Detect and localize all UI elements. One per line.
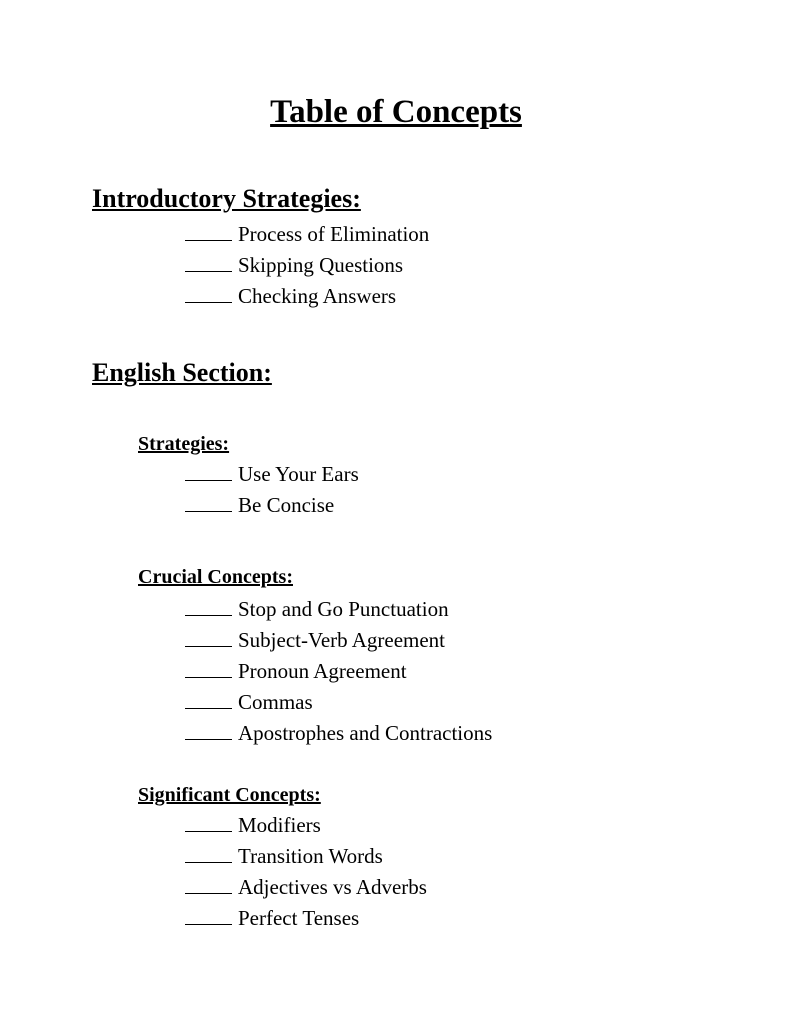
- checklist-item: [185, 718, 492, 749]
- checklist-item: [185, 250, 429, 281]
- checklist-item: [185, 841, 427, 872]
- checklist-item: [185, 625, 492, 656]
- checkbox-blank-line[interactable]: [185, 627, 232, 647]
- crucial-concepts-list: [185, 594, 492, 749]
- page-title: Table of Concepts: [270, 94, 522, 130]
- checklist-item-label: Perfect Tenses: [238, 906, 360, 930]
- subheading-significant-concepts: Significant Concepts:: [138, 784, 321, 806]
- checklist-item-label: Adjectives vs Adverbs: [238, 875, 427, 899]
- checklist-item-label: Use Your Ears: [238, 462, 359, 486]
- checklist-item-label: Skipping Questions: [238, 253, 404, 277]
- section-heading-introductory: Introductory Strategies:: [92, 184, 361, 213]
- checklist-item: [185, 219, 429, 250]
- checklist-item-label: Modifiers: [238, 813, 321, 837]
- subheading-strategies: Strategies:: [138, 433, 230, 455]
- checklist-item: [185, 872, 427, 903]
- checklist-item-label: Checking Answers: [238, 284, 397, 308]
- checkbox-blank-line[interactable]: [185, 461, 232, 481]
- checklist-item: [185, 903, 427, 934]
- checkbox-blank-line[interactable]: [185, 874, 232, 894]
- checklist-item: [185, 490, 359, 521]
- checklist-item-label: Be Concise: [238, 493, 335, 517]
- checkbox-blank-line[interactable]: [185, 492, 232, 512]
- checkbox-blank-line[interactable]: [185, 905, 232, 925]
- section-heading-english: English Section:: [92, 358, 272, 387]
- checklist-item: [185, 281, 429, 312]
- checkbox-blank-line[interactable]: [185, 720, 232, 740]
- checklist-item: [185, 656, 492, 687]
- checklist-item: [185, 687, 492, 718]
- strategies-list: [185, 459, 359, 521]
- checkbox-blank-line[interactable]: [185, 252, 232, 272]
- checklist-item-label: Pronoun Agreement: [238, 659, 407, 683]
- checkbox-blank-line[interactable]: [185, 812, 232, 832]
- checkbox-blank-line[interactable]: [185, 658, 232, 678]
- checklist-item-label: Subject-Verb Agreement: [238, 628, 446, 652]
- checkbox-blank-line[interactable]: [185, 689, 232, 709]
- checklist-item: [185, 810, 427, 841]
- checkbox-blank-line[interactable]: [185, 596, 232, 616]
- checklist-item-label: Apostrophes and Contractions: [238, 721, 493, 745]
- checkbox-blank-line[interactable]: [185, 843, 232, 863]
- checklist-item-label: Process of Elimination: [238, 222, 430, 246]
- checklist-item-label: Stop and Go Punctuation: [238, 597, 449, 621]
- introductory-list: [185, 219, 429, 312]
- checkbox-blank-line[interactable]: [185, 283, 232, 303]
- subheading-crucial-concepts: Crucial Concepts:: [138, 566, 293, 588]
- checklist-item-label: Transition Words: [238, 844, 383, 868]
- significant-concepts-list: [185, 810, 427, 934]
- checkbox-blank-line[interactable]: [185, 221, 232, 241]
- checklist-item: [185, 459, 359, 490]
- checklist-item: [185, 594, 492, 625]
- checklist-item-label: Commas: [238, 690, 313, 714]
